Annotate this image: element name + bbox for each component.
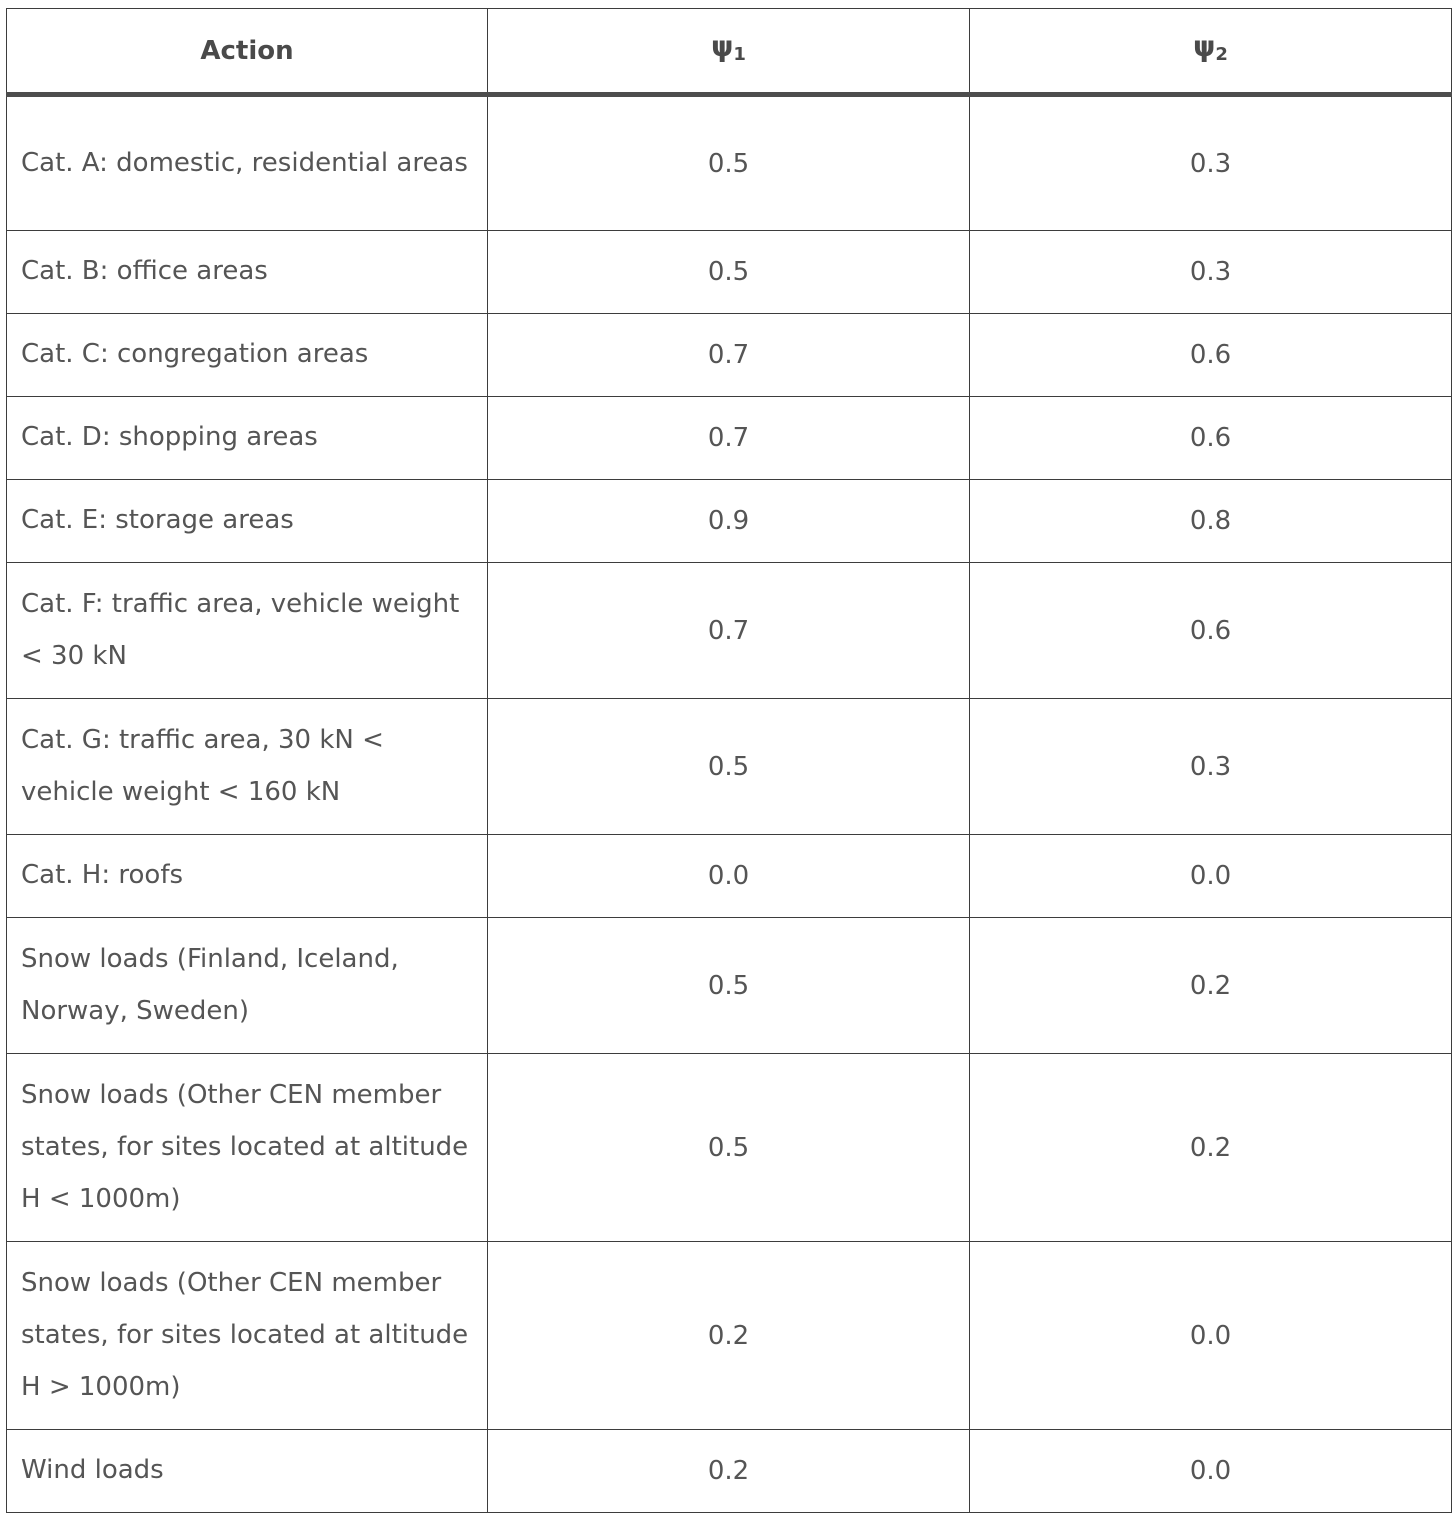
action-cell: Cat. C: congregation areas xyxy=(7,314,488,397)
table-header xyxy=(7,9,1452,95)
psi2-cell: 0.0 xyxy=(970,1430,1452,1513)
table-row xyxy=(7,918,1452,1054)
psi2-cell: 0.6 xyxy=(970,563,1452,699)
action-cell: Cat. H: roofs xyxy=(7,835,488,918)
header-row xyxy=(7,9,1452,95)
header-psi2 xyxy=(970,9,1452,95)
psi1-cell: 0.2 xyxy=(488,1242,970,1430)
action-cell: Cat. F: traffic area, vehicle weight < 30 kN xyxy=(7,563,488,699)
table-row xyxy=(7,1242,1452,1430)
action-cell: Snow loads (Other CEN member states, for sites located at altitude H < 1000m) xyxy=(7,1054,488,1242)
psi1-cell: 0.5 xyxy=(488,1054,970,1242)
psi1-subscript: 1 xyxy=(733,43,746,65)
psi1-cell: 0.7 xyxy=(488,397,970,480)
combination-factors-table xyxy=(6,8,1452,1513)
action-cell: Cat. E: storage areas xyxy=(7,480,488,563)
psi2-cell: 0.0 xyxy=(970,835,1452,918)
psi1-cell: 0.7 xyxy=(488,563,970,699)
table-row xyxy=(7,314,1452,397)
psi2-cell: 0.3 xyxy=(970,231,1452,314)
action-cell: Cat. B: office areas xyxy=(7,231,488,314)
psi1-cell: 0.5 xyxy=(488,699,970,835)
psi2-subscript: 2 xyxy=(1215,43,1228,65)
table-container xyxy=(6,8,1452,1513)
table-row xyxy=(7,699,1452,835)
header-psi1 xyxy=(488,9,970,95)
table-row xyxy=(7,1430,1452,1513)
psi2-cell: 0.3 xyxy=(970,699,1452,835)
psi2-symbol: ψ xyxy=(1193,29,1216,63)
action-cell: Cat. A: domestic, residential areas xyxy=(7,95,488,231)
table-row xyxy=(7,231,1452,314)
psi2-cell: 0.3 xyxy=(970,95,1452,231)
table-row xyxy=(7,95,1452,231)
action-cell: Snow loads (Other CEN member states, for sites located at altitude H > 1000m) xyxy=(7,1242,488,1430)
psi2-cell: 0.2 xyxy=(970,1054,1452,1242)
psi1-cell: 0.5 xyxy=(488,95,970,231)
header-action: Action xyxy=(7,9,488,95)
table-row xyxy=(7,563,1452,699)
table-row xyxy=(7,1054,1452,1242)
psi1-cell: 0.5 xyxy=(488,918,970,1054)
psi1-cell: 0.5 xyxy=(488,231,970,314)
psi2-cell: 0.8 xyxy=(970,480,1452,563)
table-row xyxy=(7,480,1452,563)
psi2-cell: 0.2 xyxy=(970,918,1452,1054)
psi1-cell: 0.2 xyxy=(488,1430,970,1513)
psi1-cell: 0.0 xyxy=(488,835,970,918)
action-cell: Snow loads (Finland, Iceland, Norway, Sweden) xyxy=(7,918,488,1054)
table-row xyxy=(7,835,1452,918)
psi1-symbol: ψ xyxy=(711,29,734,63)
psi2-cell: 0.0 xyxy=(970,1242,1452,1430)
action-cell: Cat. D: shopping areas xyxy=(7,397,488,480)
psi1-cell: 0.7 xyxy=(488,314,970,397)
table-body xyxy=(7,95,1452,1513)
table-row xyxy=(7,397,1452,480)
action-cell: Wind loads xyxy=(7,1430,488,1513)
psi2-cell: 0.6 xyxy=(970,397,1452,480)
psi1-cell: 0.9 xyxy=(488,480,970,563)
psi2-cell: 0.6 xyxy=(970,314,1452,397)
action-cell: Cat. G: traffic area, 30 kN < vehicle weight < 160 kN xyxy=(7,699,488,835)
